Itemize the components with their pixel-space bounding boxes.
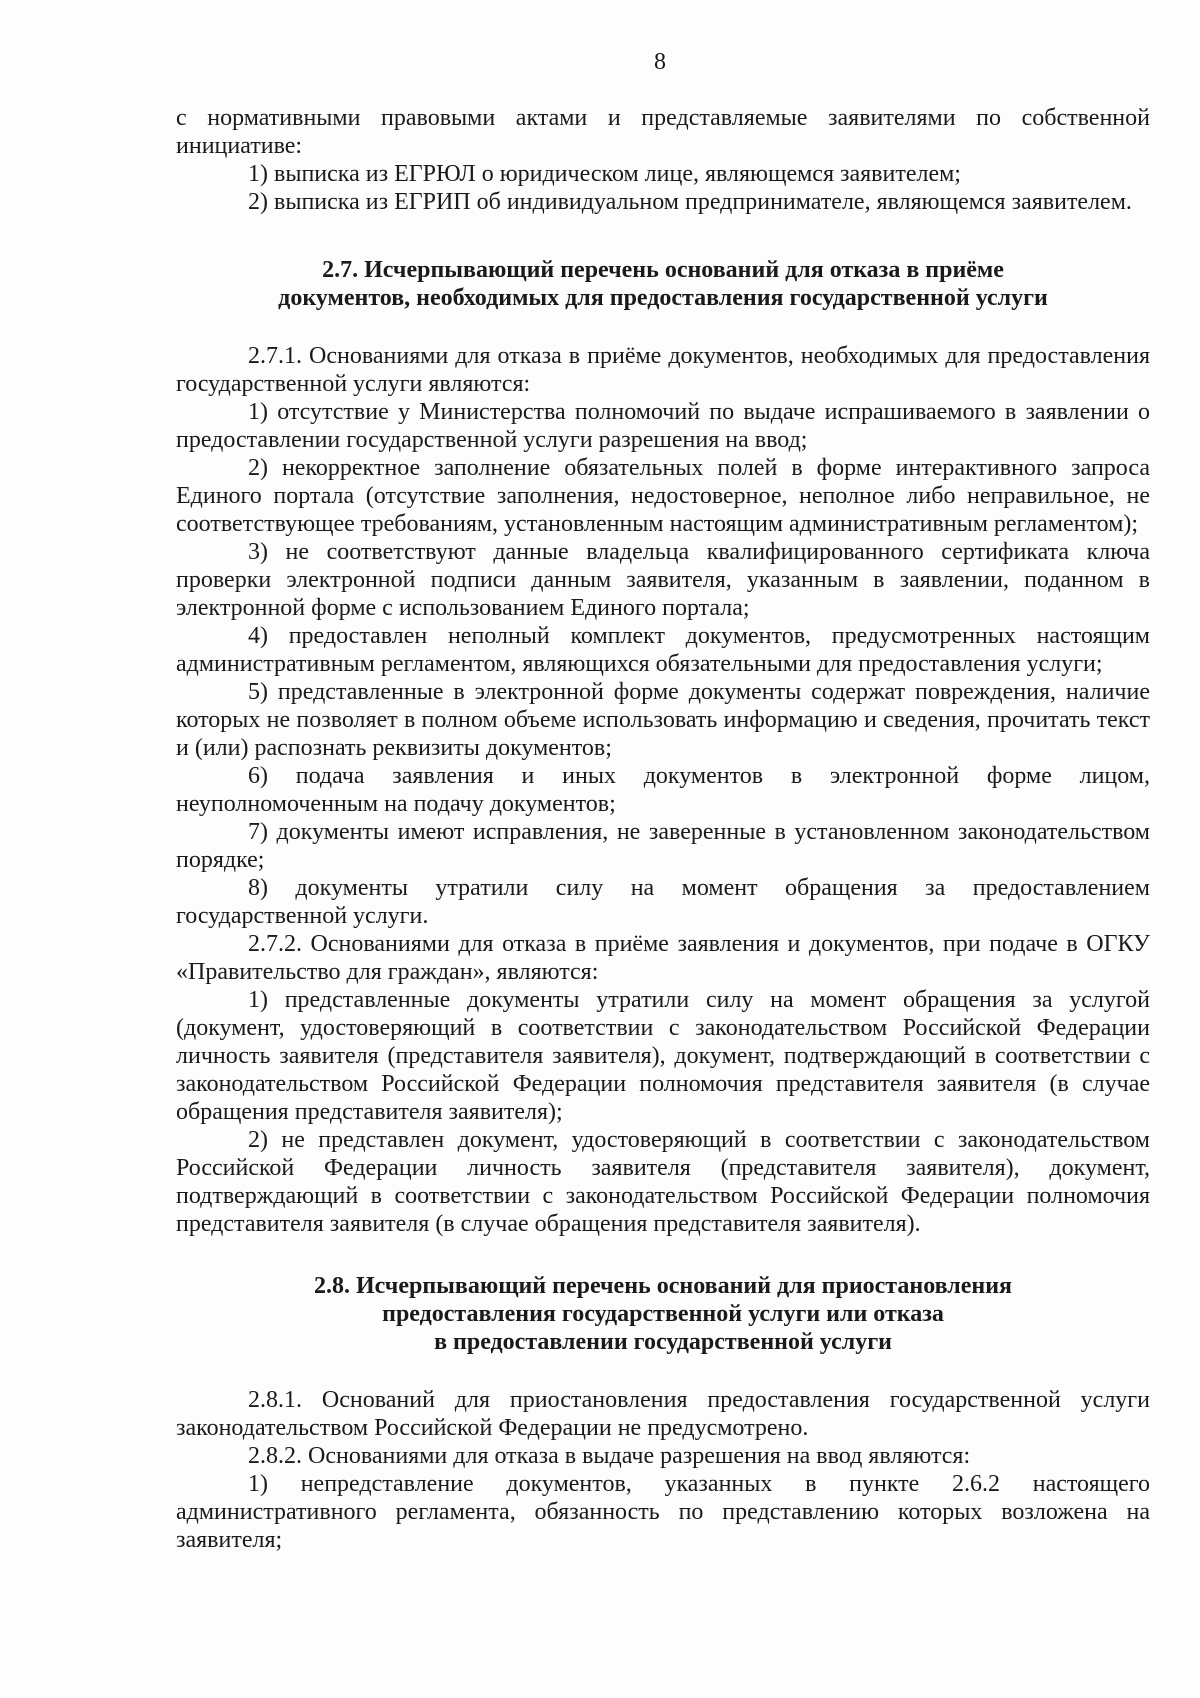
list-item: 5) представленные в электронной форме документы содержат повреждения, наличие которых не позволяет в полном объеме использовать информацию и сведения, прочитать текст и (или) распознать реквизиты документов; — [176, 679, 1150, 761]
paragraph-2-8-2: 2.8.2. Основаниями для отказа в выдаче разрешения на ввод являются: — [248, 1443, 971, 1469]
list-item: 2) не представлен документ, удостоверяющий в соответствии с законодательством Российской Федерации личность заявителя (представителя заявителя), документ, подтверждающий в соответствии с законодательством Российской Федерации полномочия представителя заявителя (в случае обращения представителя заявителя). — [176, 1127, 1150, 1237]
heading-line: в предоставлении государственной услуги — [434, 1329, 892, 1355]
list-item: 1) отсутствие у Министерства полномочий по выдаче испрашиваемого в заявлении о предоставлении государственной услуги разрешения на ввод; — [176, 399, 1150, 453]
section-2-7-heading — [176, 256, 1150, 312]
list-item: 7) документы имеют исправления, не заверенные в установленном законодательством порядке; — [176, 819, 1150, 873]
heading-line: 2.8. Исчерпывающий перечень оснований для приостановления — [313, 1273, 1013, 1299]
intro-paragraph: с нормативными правовыми актами и представляемые заявителями по собственной инициативе: — [176, 105, 1150, 159]
list-item: 1) непредставление документов, указанных в пункте 2.6.2 настоящего административного регламента, обязанность по представлению которых возложена на заявителя; — [176, 1471, 1150, 1553]
list-item: 4) предоставлен неполный комплект документов, предусмотренных настоящим административным регламентом, являющихся обязательными для предоставления услуги; — [176, 623, 1150, 677]
intro-item: 2) выписка из ЕГРИП об индивидуальном предпринимателе, являющемся заявителем. — [248, 189, 1132, 215]
list-item: 1) представленные документы утратили силу на момент обращения за услугой (документ, удостоверяющий в соответствии с законодательством Российской Федерации личность заявителя (представителя заявителя), документ, подтверждающий в соответствии с законодательством Российской Федерации полномочия представителя заявителя (в случае обращения представителя заявителя); — [176, 987, 1150, 1125]
heading-line: документов, необходимых для предоставления государственной услуги — [278, 285, 1048, 311]
list-item: 8) документы утратили силу на момент обращения за предоставлением государственной услуги. — [176, 875, 1150, 929]
list-item: 3) не соответствуют данные владельца квалифицированного сертификата ключа проверки электронной подписи данным заявителя, указанным в заявлении, поданном в электронной форме с использованием Единого портала; — [176, 539, 1150, 621]
page-content — [176, 104, 1150, 1554]
heading-line: 2.7. Исчерпывающий перечень оснований для отказа в приёме — [322, 257, 1004, 283]
list-item: 6) подача заявления и иных документов в электронной форме лицом, неуполномоченным на подачу документов; — [176, 763, 1150, 817]
paragraph-2-7-2: 2.7.2. Основаниями для отказа в приёме заявления и документов, при подаче в ОГКУ «Правительство для граждан», являются: — [176, 931, 1150, 985]
section-2-8-heading — [176, 1272, 1150, 1356]
list-item: 2) некорректное заполнение обязательных полей в форме интерактивного запроса Единого портала (отсутствие заполнения, недостоверное, неполное либо неправильное, не соответствующее требованиям, установленным настоящим административным регламентом); — [176, 455, 1150, 537]
paragraph-2-7-1: 2.7.1. Основаниями для отказа в приёме документов, необходимых для предоставления государственной услуги являются: — [176, 343, 1150, 397]
heading-line: предоставления государственной услуги или отказа — [382, 1301, 944, 1327]
intro-item: 1) выписка из ЕГРЮЛ о юридическом лице, являющемся заявителем; — [248, 161, 961, 187]
page-number: 8 — [654, 49, 666, 75]
paragraph-2-8-1: 2.8.1. Оснований для приостановления предоставления государственной услуги законодательством Российской Федерации не предусмотрено. — [176, 1387, 1150, 1441]
